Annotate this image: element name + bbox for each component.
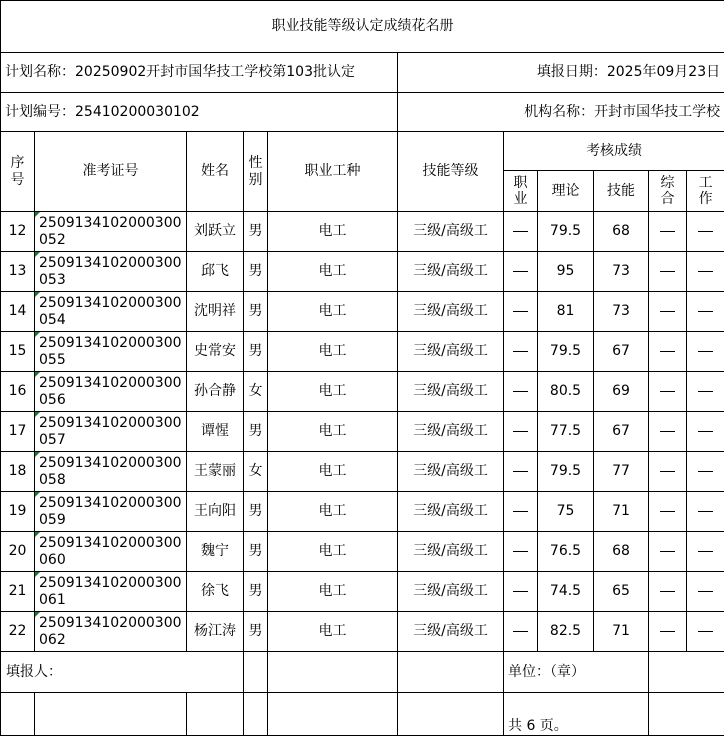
header-name: 姓名 [187,132,244,212]
work-cell [687,372,724,412]
comprehensive-cell [649,492,687,532]
cert-cell: 2509134102000300057 [35,412,187,452]
empty-dash [513,631,528,632]
cert-cell: 2509134102000300056 [35,372,187,412]
comprehensive-cell [649,372,687,412]
cert-cell: 2509134102000300052 [35,212,187,252]
work-cell [687,292,724,332]
level-cell: 三级/高级工 [398,292,504,332]
level-cell: 三级/高级工 [398,612,504,652]
name-cell: 王蒙丽 [187,452,244,492]
filler-label: 填报人： [1,652,187,693]
theory-cell: 77.5 [538,412,594,452]
name-cell: 孙合静 [187,372,244,412]
theory-cell: 76.5 [538,532,594,572]
empty-dash [513,351,528,352]
text-format-indicator-icon [35,212,40,217]
theory-cell: 79.5 [538,452,594,492]
text-format-indicator-icon [35,292,40,297]
gender-cell: 女 [244,452,268,492]
level-cell: 三级/高级工 [398,212,504,252]
name-cell: 谭惺 [187,412,244,452]
seq-cell: 21 [1,572,35,612]
seq-cell: 14 [1,292,35,332]
empty-dash [698,271,713,272]
gender-cell: 男 [244,412,268,452]
name-cell: 王向阳 [187,492,244,532]
comprehensive-cell [649,612,687,652]
empty-dash [660,511,675,512]
empty-dash [698,431,713,432]
header-level: 技能等级 [398,132,504,212]
gender-cell: 男 [244,572,268,612]
table-row [1,252,724,292]
cert-cell: 2509134102000300062 [35,612,187,652]
text-format-indicator-icon [35,612,40,617]
gender-cell: 男 [244,252,268,292]
table-row [1,292,724,332]
name-cell: 魏宁 [187,532,244,572]
empty-dash [698,511,713,512]
theory-cell: 95 [538,252,594,292]
level-cell: 三级/高级工 [398,332,504,372]
level-cell: 三级/高级工 [398,572,504,612]
occupation-cell: 电工 [268,332,398,372]
comprehensive-cell [649,332,687,372]
occ-score-cell [504,372,538,412]
empty-dash [660,431,675,432]
gender-cell: 男 [244,332,268,372]
occ-score-cell [504,612,538,652]
theory-cell: 81 [538,292,594,332]
skill-cell: 73 [594,292,649,332]
empty-dash [513,511,528,512]
skill-cell: 69 [594,372,649,412]
skill-cell: 77 [594,452,649,492]
occ-score-cell [504,452,538,492]
empty-dash [660,551,675,552]
theory-cell: 74.5 [538,572,594,612]
header-cert: 准考证号 [35,132,187,212]
header-skill: 技能 [594,171,649,212]
theory-cell: 82.5 [538,612,594,652]
empty-dash [660,591,675,592]
empty-dash [513,311,528,312]
skill-cell: 68 [594,532,649,572]
fill-date: 填报日期：2025年09月23日 [398,53,724,93]
work-cell [687,252,724,292]
seq-cell: 20 [1,532,35,572]
plan-name: 计划名称：20250902开封市国华技工学校第103批认定 [1,53,398,93]
comprehensive-cell [649,252,687,292]
cert-cell: 2509134102000300061 [35,572,187,612]
header-work: 工作 [687,171,724,212]
table-row [1,612,724,652]
text-format-indicator-icon [35,492,40,497]
level-cell: 三级/高级工 [398,532,504,572]
skill-cell: 68 [594,212,649,252]
empty-dash [660,631,675,632]
skill-cell: 65 [594,572,649,612]
theory-cell: 80.5 [538,372,594,412]
comprehensive-cell [649,292,687,332]
seq-cell: 17 [1,412,35,452]
empty-dash [698,631,713,632]
empty-dash [513,391,528,392]
table-row [1,492,724,532]
occ-score-cell [504,212,538,252]
occ-score-cell [504,492,538,532]
level-cell: 三级/高级工 [398,252,504,292]
theory-cell: 75 [538,492,594,532]
header-scores: 考核成绩 [504,132,724,171]
cert-cell: 2509134102000300060 [35,532,187,572]
gender-cell: 女 [244,372,268,412]
text-format-indicator-icon [35,332,40,337]
occupation-cell: 电工 [268,492,398,532]
seq-cell: 22 [1,612,35,652]
plan-number: 计划编号：25410200030102 [1,93,398,132]
occ-score-cell [504,532,538,572]
empty-dash [698,591,713,592]
unit-seal-label: 单位：（章） [504,652,649,693]
name-cell: 杨江涛 [187,612,244,652]
occupation-cell: 电工 [268,452,398,492]
empty-dash [698,311,713,312]
empty-dash [660,351,675,352]
skill-cell: 73 [594,252,649,292]
header-theory: 理论 [538,171,594,212]
text-format-indicator-icon [35,372,40,377]
level-cell: 三级/高级工 [398,372,504,412]
table-row [1,412,724,452]
gender-cell: 男 [244,292,268,332]
occupation-cell: 电工 [268,612,398,652]
work-cell [687,412,724,452]
text-format-indicator-icon [35,572,40,577]
occ-score-cell [504,412,538,452]
empty-dash [513,231,528,232]
header-comprehensive: 综合 [649,171,687,212]
gender-cell: 男 [244,532,268,572]
comprehensive-cell [649,532,687,572]
empty-dash [698,471,713,472]
text-format-indicator-icon [35,532,40,537]
level-cell: 三级/高级工 [398,492,504,532]
text-format-indicator-icon [35,412,40,417]
page-title: 职业技能等级认定成绩花名册 [1,1,724,53]
occ-score-cell [504,292,538,332]
name-cell: 史常安 [187,332,244,372]
empty-dash [660,391,675,392]
empty-dash [698,551,713,552]
occupation-cell: 电工 [268,252,398,292]
work-cell [687,452,724,492]
work-cell [687,332,724,372]
table-row [1,452,724,492]
cert-cell: 2509134102000300054 [35,292,187,332]
header-occupation: 职业工种 [268,132,398,212]
theory-cell: 79.5 [538,212,594,252]
page-count: 共 6 页。 [504,693,649,736]
cert-cell: 2509134102000300058 [35,452,187,492]
theory-cell: 79.5 [538,332,594,372]
skill-cell: 71 [594,612,649,652]
text-format-indicator-icon [35,452,40,457]
skill-cell: 67 [594,332,649,372]
level-cell: 三级/高级工 [398,412,504,452]
empty-dash [513,471,528,472]
name-cell: 邱飞 [187,252,244,292]
empty-dash [698,391,713,392]
cert-cell: 2509134102000300059 [35,492,187,532]
work-cell [687,492,724,532]
work-cell [687,212,724,252]
occupation-cell: 电工 [268,212,398,252]
name-cell: 徐飞 [187,572,244,612]
empty-dash [660,271,675,272]
empty-dash [698,351,713,352]
occupation-cell: 电工 [268,532,398,572]
empty-dash [660,231,675,232]
seq-cell: 16 [1,372,35,412]
header-seq: 序号 [1,132,35,212]
empty-dash [513,271,528,272]
text-format-indicator-icon [35,252,40,257]
org-name: 机构名称：开封市国华技工学校 [398,93,724,132]
occupation-cell: 电工 [268,412,398,452]
occupation-cell: 电工 [268,372,398,412]
table-row [1,212,724,252]
table-row [1,372,724,412]
occ-score-cell [504,572,538,612]
gender-cell: 男 [244,212,268,252]
empty-dash [698,231,713,232]
comprehensive-cell [649,212,687,252]
table-row [1,332,724,372]
work-cell [687,572,724,612]
seq-cell: 12 [1,212,35,252]
occ-score-cell [504,332,538,372]
comprehensive-cell [649,452,687,492]
comprehensive-cell [649,572,687,612]
table-row [1,572,724,612]
occ-score-cell [504,252,538,292]
skill-cell: 67 [594,412,649,452]
seq-cell: 19 [1,492,35,532]
seq-cell: 18 [1,452,35,492]
cert-cell: 2509134102000300053 [35,252,187,292]
seq-cell: 13 [1,252,35,292]
seq-cell: 15 [1,332,35,372]
gender-cell: 男 [244,492,268,532]
header-gender: 性别 [244,132,268,212]
work-cell [687,532,724,572]
name-cell: 沈明祥 [187,292,244,332]
gender-cell: 男 [244,612,268,652]
occupation-cell: 电工 [268,292,398,332]
empty-dash [513,551,528,552]
empty-dash [513,431,528,432]
work-cell [687,612,724,652]
name-cell: 刘跃立 [187,212,244,252]
empty-dash [513,591,528,592]
table-row [1,532,724,572]
level-cell: 三级/高级工 [398,452,504,492]
cert-cell: 2509134102000300055 [35,332,187,372]
header-occ-score: 职业 [504,171,538,212]
occupation-cell: 电工 [268,572,398,612]
skill-cell: 71 [594,492,649,532]
empty-dash [660,471,675,472]
comprehensive-cell [649,412,687,452]
empty-dash [660,311,675,312]
